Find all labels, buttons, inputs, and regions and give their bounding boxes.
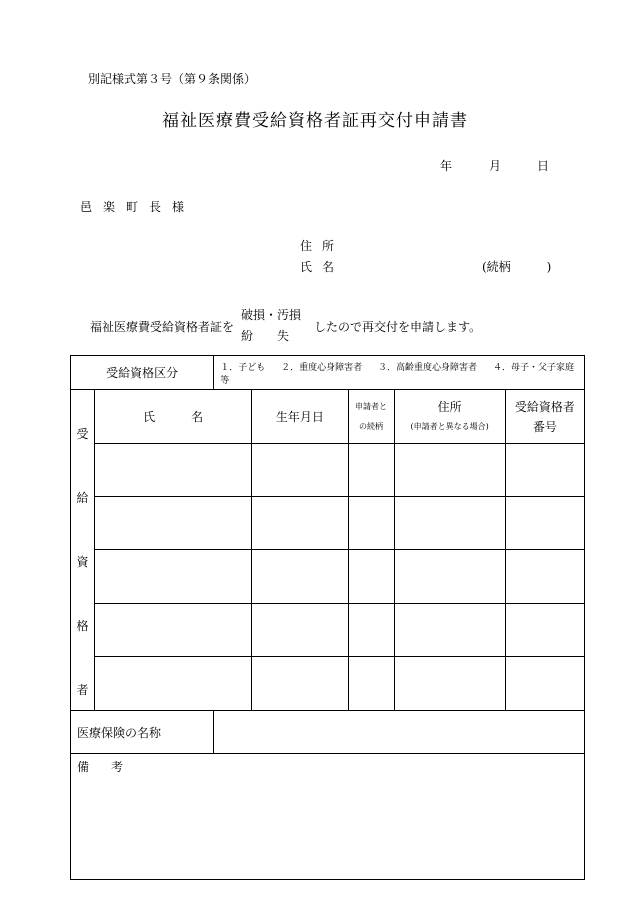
table-row [71,603,585,656]
recipient-address-cell[interactable] [394,656,505,710]
header-relation-line1: 申請者と [355,401,388,411]
table-row [71,656,585,710]
side-char-1: 受 [76,427,89,441]
recipient-birthdate-cell[interactable] [252,550,348,603]
date-year-label: 年 [440,159,453,173]
header-name: 氏 名 [95,390,252,444]
date-day-label: 日 [537,159,550,173]
recipient-name-cell[interactable] [95,550,252,603]
table-row [71,444,585,497]
category-option-2: ２．重度心身障害者 [281,362,363,373]
recipient-relation-cell[interactable] [348,444,394,497]
header-cert-number-line2: 番号 [532,419,557,434]
applicant-address-label: 住所 [300,239,345,253]
header-cert-number [505,390,584,444]
side-char-4: 格 [76,619,89,633]
recipient-birthdate-cell[interactable] [252,603,348,656]
recipient-relation-cell[interactable] [348,497,394,550]
recipient-relation-cell[interactable] [348,550,394,603]
category-label: 受給資格区分 [71,356,214,390]
recipient-cert-number-cell[interactable] [505,444,584,497]
recipient-address-cell[interactable] [394,497,505,550]
recipient-name-cell[interactable] [95,497,252,550]
side-char-3: 資 [76,555,89,569]
insurance-label: 医療保険の名称 [71,711,214,754]
recipient-relation-cell[interactable] [348,603,394,656]
category-option-4: ４．母子・父子家庭等 [220,362,574,386]
insurance-name-field[interactable] [214,711,585,754]
header-relation-line2: の続柄 [359,421,384,431]
recipient-name-cell[interactable] [95,603,252,656]
recipient-address-cell[interactable] [394,603,505,656]
recipients-side-label [71,390,95,711]
category-options [214,356,585,390]
header-address-line1: 住所 [437,399,462,414]
form-number: 別記様式第３号（第９条関係） [88,72,257,86]
table-row [71,550,585,603]
recipient-birthdate-cell[interactable] [252,444,348,497]
category-option-1: １．子ども [220,362,266,373]
recipient-birthdate-cell[interactable] [252,656,348,710]
recipient-name-cell[interactable] [95,444,252,497]
reason-option-lost: 紛 失 [241,329,290,343]
recipient-birthdate-cell[interactable] [252,497,348,550]
header-address-line2: (申請者と異なる場合) [410,421,489,431]
recipient-cert-number-cell[interactable] [505,497,584,550]
remarks-field[interactable] [71,754,585,880]
addressee: 邑楽町長様 [80,200,196,214]
recipient-address-cell[interactable] [394,444,505,497]
applicant-name-label: 氏名 [300,260,345,274]
header-address [394,390,505,444]
recipient-address-cell[interactable] [394,550,505,603]
reason-suffix: したので再交付を申請します。 [314,320,482,334]
applicant-relationship-label: (続柄 ) [482,260,552,274]
recipient-name-cell[interactable] [95,656,252,710]
header-cert-number-line1: 受給資格者 [514,399,575,414]
reason-option-damaged: 破損・汚損 [241,308,302,322]
category-option-3: ３．高齢重度心身障害者 [378,362,478,373]
recipient-cert-number-cell[interactable] [505,656,584,710]
header-birthdate: 生年月日 [252,390,348,444]
table-row [71,497,585,550]
recipient-cert-number-cell[interactable] [505,550,584,603]
side-char-5: 者 [76,683,89,697]
recipient-relation-cell[interactable] [348,656,394,710]
page-title: 福祉医療費受給資格者証再交付申請書 [162,111,468,131]
date-month-label: 月 [489,159,502,173]
side-char-2: 給 [76,491,89,505]
remarks-label: 備考 [77,760,146,774]
header-relation [348,390,394,444]
recipient-cert-number-cell[interactable] [505,603,584,656]
reason-prefix: 福祉医療費受給資格者証を [90,320,235,334]
application-form-table [70,355,585,880]
